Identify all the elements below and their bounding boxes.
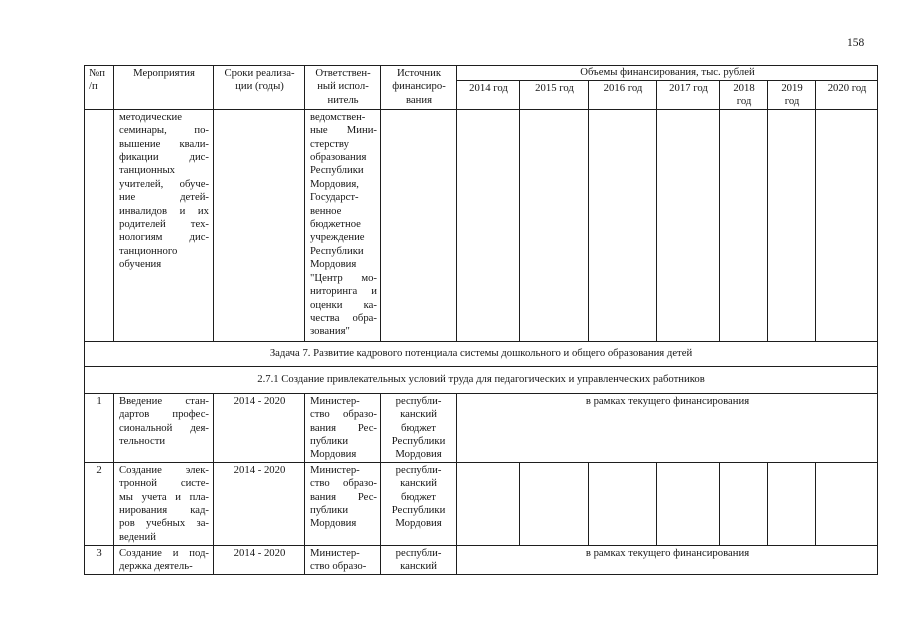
cell-activity: [114, 462, 214, 545]
text-line: тронной систе-: [119, 477, 209, 490]
text-line: республи-: [395, 463, 442, 476]
text-line: Мордовия: [395, 448, 442, 461]
text-line: Министер-: [310, 463, 360, 476]
cell-year-amount: [768, 109, 816, 341]
cell-period: 2014 - 2020: [214, 545, 305, 574]
text-line: Мордовия: [310, 448, 357, 461]
text-line: инвалидов и их: [119, 204, 209, 217]
subsection-title: 2.7.1 Создание привлекательных условий труда для педагогических и управленческих работников: [85, 366, 878, 393]
text-line: республи-: [395, 546, 442, 559]
text-line: оценки ка-: [310, 298, 377, 311]
header-year: [520, 81, 589, 110]
text-line: тельности: [119, 435, 166, 448]
page-number: 158: [847, 37, 865, 49]
funding-table: [84, 65, 878, 575]
text-line: учреждение: [310, 231, 365, 244]
cell-activity: [114, 109, 214, 341]
text-line: Ответствен-: [315, 67, 371, 79]
header-responsible: [305, 66, 381, 110]
text-line: стерству: [310, 137, 349, 150]
cell-year-amount: [720, 109, 768, 341]
text-line: фикации дис-: [119, 151, 209, 164]
text-line: год: [736, 95, 752, 108]
header-funding: Объемы финансирования, тыс. рублей: [457, 66, 878, 81]
text-line: канский: [400, 408, 437, 421]
text-line: ство образо-: [310, 408, 377, 421]
cell-responsible: [305, 545, 381, 574]
text-line: ство образо-: [310, 477, 377, 490]
cell-year-amount: [657, 462, 720, 545]
text-line: Мероприятия: [133, 67, 195, 79]
header-year: [768, 81, 816, 110]
text-line: венное: [310, 204, 342, 217]
header-row: [85, 66, 878, 81]
text-line: обучения: [119, 258, 162, 271]
cell-number: 2: [85, 462, 114, 545]
text-line: ров учебных за-: [119, 517, 209, 530]
text-line: учителей, обуче-: [119, 177, 209, 190]
text-line: бюджет: [401, 421, 436, 434]
text-line: бюджет: [401, 490, 436, 503]
subsection-row: [85, 366, 878, 393]
table-row: [85, 545, 878, 574]
cell-year-amount: [816, 462, 878, 545]
text-line: Республики: [391, 504, 446, 517]
cell-year-amount: [520, 462, 589, 545]
text-line: нирования кад-: [119, 504, 209, 517]
header-number: [85, 66, 114, 110]
text-line: родителей тех-: [119, 218, 209, 231]
text-line: 2017 год: [669, 82, 708, 94]
text-line: сиональной дея-: [119, 421, 209, 434]
text-line: Республики: [310, 164, 364, 177]
text-line: нологиям дис-: [119, 231, 209, 244]
text-line: Создание элек-: [119, 463, 209, 476]
text-line: вания Рес-: [310, 421, 377, 434]
text-line: ство образо-: [310, 560, 367, 573]
text-line: 2016 год: [603, 82, 643, 94]
task-title: Задача 7. Развитие кадрового потенциала системы дошкольного и общего образования детей: [85, 341, 878, 366]
cell-activity: [114, 545, 214, 574]
cell-year-amount: [816, 109, 878, 341]
header-period: [214, 66, 305, 110]
header-year: [589, 81, 657, 110]
cell-year-amount: [589, 462, 657, 545]
cell-year-amount: [657, 109, 720, 341]
text-line: вания Рес-: [310, 490, 377, 503]
header-year: [816, 81, 878, 110]
text-line: №п: [89, 67, 105, 79]
text-line: Республики: [310, 244, 364, 257]
text-line: ниторинга и: [310, 285, 377, 298]
cell-number: 3: [85, 545, 114, 574]
cell-responsible: [305, 109, 381, 341]
cell-year-amount: [768, 462, 816, 545]
cell-responsible: [305, 462, 381, 545]
header-source: [381, 66, 457, 110]
text-line: образования: [310, 151, 367, 164]
text-line: вания: [405, 93, 432, 106]
text-line: бюджетное: [310, 218, 361, 231]
text-line: /п: [89, 80, 98, 93]
table-header: [85, 66, 878, 110]
text-line: Мордовия: [395, 517, 442, 530]
cell-responsible: [305, 393, 381, 462]
text-line: 2019: [781, 82, 803, 94]
text-line: танционных: [119, 164, 176, 177]
table-body: [85, 109, 878, 574]
header-activity: [114, 66, 214, 110]
text-line: публики: [310, 435, 349, 448]
header-year: [720, 81, 768, 110]
text-line: ции (годы): [235, 80, 284, 93]
text-line: Министер-: [310, 394, 360, 407]
table-row: [85, 462, 878, 545]
cell-year-amount: [520, 109, 589, 341]
text-line: ведомствен-: [310, 110, 366, 123]
text-line: Мордовия: [310, 258, 357, 271]
text-line: методические: [119, 110, 183, 123]
table-row: [85, 393, 878, 462]
text-line: год: [784, 95, 800, 108]
text-line: "Центр мо-: [310, 271, 377, 284]
text-line: ные Мини-: [310, 124, 377, 137]
header-year: [657, 81, 720, 110]
cell-source: [381, 545, 457, 574]
header-year: [457, 81, 520, 110]
text-line: Республики: [391, 435, 446, 448]
text-line: 2018: [733, 82, 755, 94]
text-line: мы учета и пла-: [119, 490, 209, 503]
task-row: [85, 341, 878, 366]
cell-source: [381, 109, 457, 341]
table-row-continued: [85, 109, 878, 341]
text-line: финансиро-: [392, 80, 446, 93]
cell-period: 2014 - 2020: [214, 462, 305, 545]
text-line: публики: [310, 504, 349, 517]
text-line: Сроки реализа-: [224, 67, 295, 79]
cell-activity: [114, 393, 214, 462]
text-line: Создание и под-: [119, 546, 209, 559]
cell-year-amount: [457, 109, 520, 341]
text-line: чества обра-: [310, 311, 377, 324]
text-line: ный испол-: [317, 80, 369, 93]
text-line: вышение квали-: [119, 137, 209, 150]
text-line: ведений: [119, 530, 156, 543]
cell-funding-note: в рамках текущего финансирования: [457, 545, 878, 574]
text-line: дартов профес-: [119, 408, 209, 421]
text-line: канский: [400, 477, 437, 490]
cell-number: 1: [85, 393, 114, 462]
text-line: семинары, по-: [119, 124, 209, 137]
text-line: Мордовия: [310, 517, 357, 530]
text-line: 2020 год: [827, 82, 867, 94]
text-line: держка деятель-: [119, 560, 193, 573]
text-line: 2015 год: [535, 82, 574, 94]
cell-year-amount: [457, 462, 520, 545]
text-line: ние детей-: [119, 191, 209, 204]
text-line: зования": [310, 325, 350, 338]
text-line: Министер-: [310, 546, 360, 559]
cell-source: [381, 393, 457, 462]
text-line: танционного: [119, 244, 178, 257]
text-line: Источник: [396, 67, 442, 79]
cell-funding-note: в рамках текущего финансирования: [457, 393, 878, 462]
cell-period: [214, 109, 305, 341]
text-line: канский: [400, 560, 437, 573]
cell-period: 2014 - 2020: [214, 393, 305, 462]
text-line: Государст-: [310, 191, 359, 204]
cell-number: [85, 109, 114, 341]
text-line: Мордовия,: [310, 177, 359, 190]
cell-source: [381, 462, 457, 545]
cell-year-amount: [720, 462, 768, 545]
text-line: республи-: [395, 394, 442, 407]
text-line: нитель: [327, 93, 359, 106]
text-line: Введение стан-: [119, 394, 209, 407]
cell-year-amount: [589, 109, 657, 341]
text-line: 2014 год: [469, 82, 508, 94]
